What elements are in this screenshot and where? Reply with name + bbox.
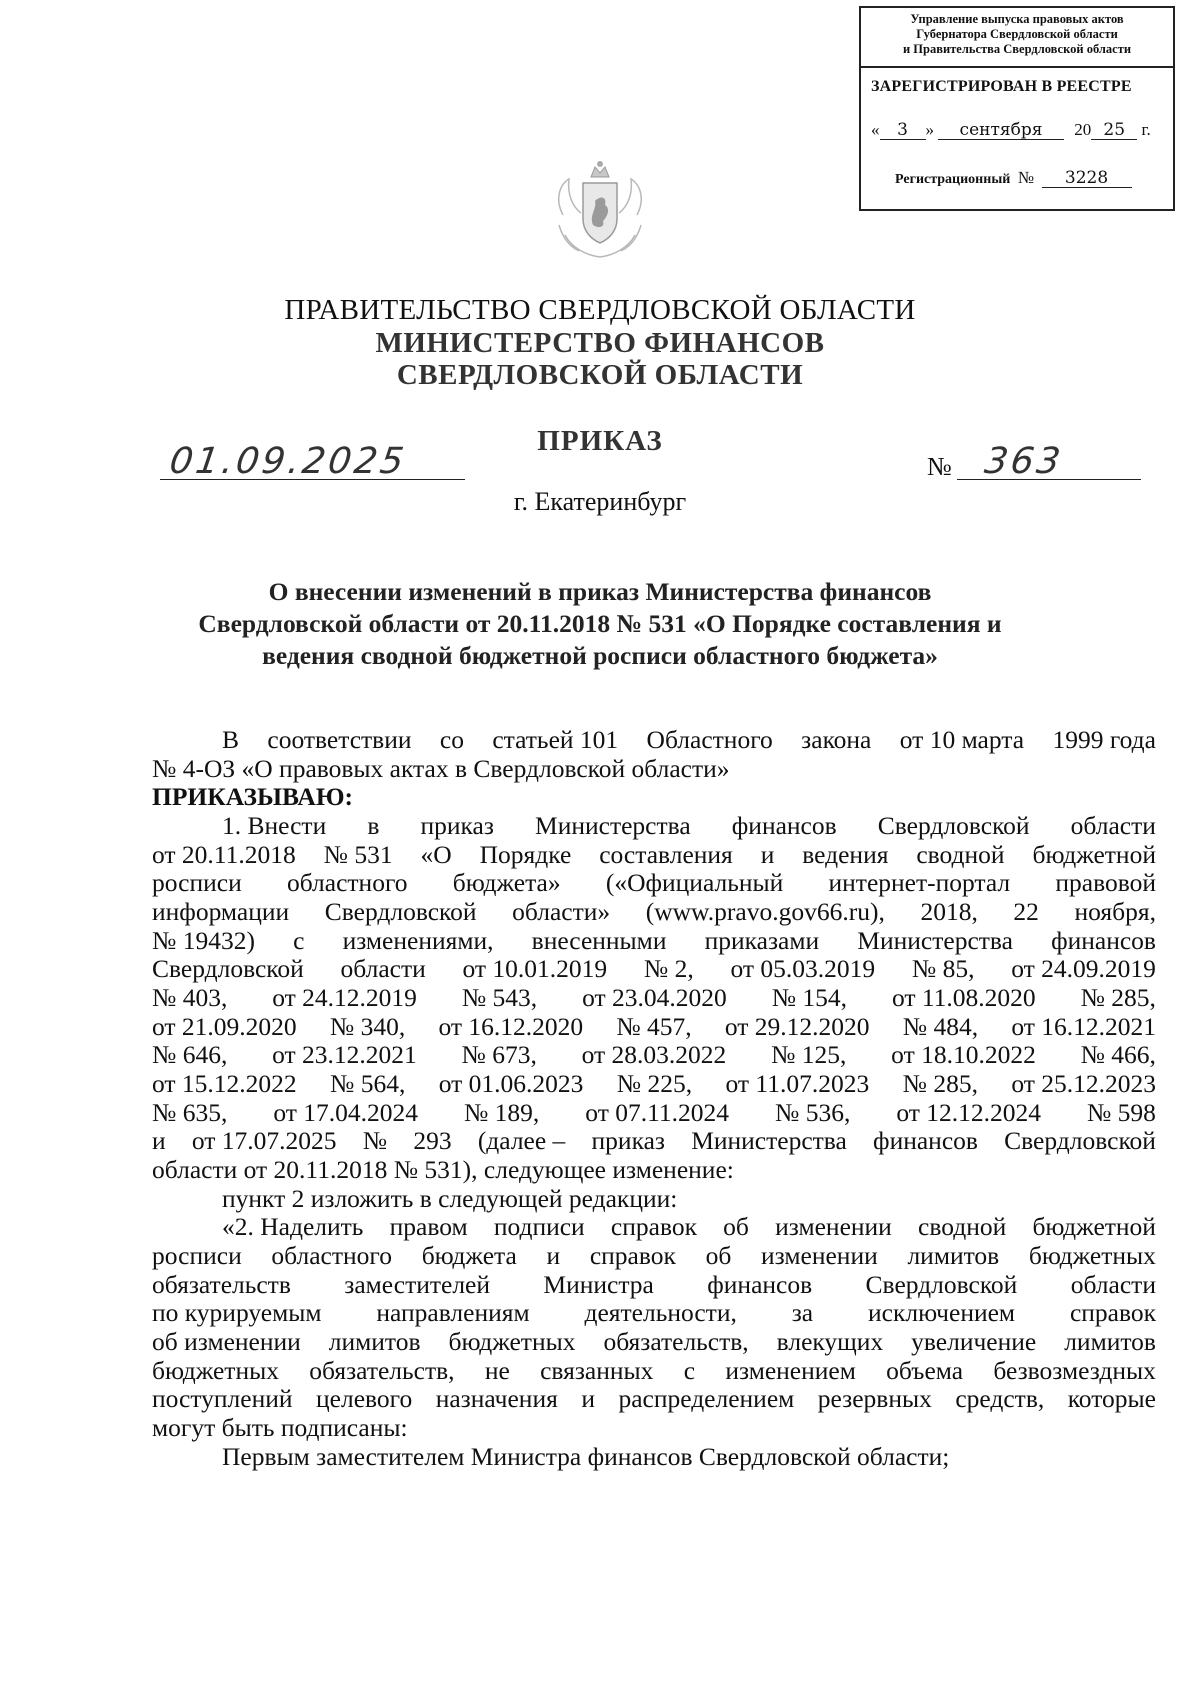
word: Свердловской: [877, 811, 1030, 840]
word: ведения: [802, 840, 889, 869]
word: от 05.03.2019: [730, 954, 876, 983]
body-line: [222, 812, 1156, 840]
word: № 635,: [152, 1098, 228, 1127]
word: области: [1070, 811, 1156, 840]
stamp-year-label: г.: [1141, 120, 1151, 139]
stamp-registered-label: ЗАРЕГИСТРИРОВАН В РЕЕСТРЕ: [871, 78, 1132, 95]
stamp-divider: [861, 66, 1173, 68]
word: со: [439, 725, 464, 754]
word: распределением: [618, 1384, 795, 1413]
word: правом: [389, 1212, 468, 1241]
word: и: [546, 1241, 561, 1270]
body-line: [152, 984, 1156, 1012]
order-directive: ПРИКАЗЫВАЮ:: [152, 782, 354, 811]
ministry-name-line1: МИНИСТЕРСТВО ФИНАНСОВ: [375, 327, 825, 359]
word: от 18.10.2022: [891, 1040, 1036, 1069]
word: не: [484, 1356, 510, 1385]
word: финансов: [1051, 926, 1156, 955]
word: от 11.07.2023: [725, 1069, 870, 1098]
stamp-header-line: Управление выпуска правовых актов: [910, 12, 1124, 26]
word: областного: [271, 1241, 392, 1270]
word: закона: [801, 725, 872, 754]
word: бюджета: [421, 1241, 517, 1270]
word: правовой: [1055, 868, 1156, 897]
word: изменении: [761, 1241, 878, 1270]
word: которые: [1067, 1384, 1156, 1413]
body-line: [152, 1242, 1156, 1270]
title-line: Свердловской области от 20.11.2018 № 531 «О Порядке составления и: [198, 609, 1002, 638]
registration-stamp: [859, 6, 1175, 211]
government-name: ПРАВИТЕЛЬСТВО СВЕРДЛОВСКОЙ ОБЛАСТИ: [284, 294, 916, 326]
body-line: пункт 2 изложить в следующей редакции:: [222, 1184, 678, 1213]
word: № 531: [323, 840, 393, 869]
word: от 21.09.2020: [152, 1012, 297, 1041]
word: связанных: [540, 1356, 654, 1385]
word: № 189,: [463, 1098, 540, 1127]
word: по курируемым: [152, 1298, 322, 1327]
order-title: [0, 576, 1200, 672]
word: № 564,: [330, 1069, 406, 1098]
word: составления: [599, 840, 733, 869]
word: от 24.12.2019: [272, 983, 417, 1012]
word: финансов: [707, 1270, 813, 1299]
word: № 2,: [643, 954, 694, 983]
word: бюджетных: [152, 1356, 279, 1385]
word: № 457,: [616, 1012, 692, 1041]
order-number-label: №: [927, 452, 952, 481]
order-date: 01.09.2025: [167, 441, 410, 482]
word: от 17.07.2025: [191, 1126, 337, 1155]
body-line: [152, 955, 1156, 983]
word: справок: [610, 1212, 697, 1241]
word: изменениями,: [342, 926, 494, 955]
word: 1999 года: [1052, 725, 1156, 754]
word: «2. Наделить: [222, 1212, 364, 1241]
word: обязательств,: [603, 1327, 749, 1356]
word: об: [723, 1212, 749, 1241]
word: (далее –: [477, 1126, 566, 1155]
word: от 10 марта: [899, 725, 1025, 754]
word: № 285,: [902, 1069, 978, 1098]
word: Министерства: [535, 811, 691, 840]
word: финансов: [873, 1126, 978, 1155]
word: от 12.12.2024: [896, 1098, 1041, 1127]
word: 22: [1013, 897, 1039, 926]
word: и: [152, 1126, 166, 1155]
word: приказ: [591, 1126, 665, 1155]
word: № 646,: [152, 1040, 228, 1069]
word: от 01.06.2023: [438, 1069, 584, 1098]
body-line: [152, 1357, 1156, 1385]
stamp-no-sign: №: [1017, 168, 1035, 187]
stamp-year-suffix: 25: [1091, 121, 1137, 140]
stamp-reg-number-row: [895, 168, 1132, 188]
stamp-reg-label: Регистрационный: [895, 172, 1011, 187]
word: № 285,: [1080, 983, 1156, 1012]
word: и: [760, 840, 775, 869]
word: от 11.08.2020: [891, 983, 1036, 1012]
word: объема: [886, 1356, 964, 1385]
word: от 24.09.2019: [1011, 954, 1156, 983]
word: от 20.11.2018: [152, 840, 296, 869]
word: об изменении: [152, 1327, 301, 1356]
body-line: [152, 1328, 1156, 1356]
word: № 536,: [775, 1098, 851, 1127]
body-line: [152, 1299, 1156, 1327]
word: бюджета»: [452, 868, 561, 897]
word: интернет-портал: [828, 868, 1011, 897]
word: справок: [1069, 1298, 1156, 1327]
word: средств,: [955, 1384, 1045, 1413]
word: ноября,: [1074, 897, 1156, 926]
order-number: 363: [982, 441, 1066, 482]
word: бюджетной: [1032, 1212, 1156, 1241]
word: увеличение: [911, 1327, 1037, 1356]
word: приказами: [704, 926, 820, 955]
word: № 125,: [771, 1040, 847, 1069]
word: области: [1070, 1270, 1156, 1299]
word: безвозмездных: [993, 1356, 1156, 1385]
word: Свердловской: [152, 954, 304, 983]
word: сводной: [916, 840, 1005, 869]
stamp-header: [861, 12, 1173, 57]
word: № 598: [1086, 1098, 1156, 1127]
title-line: ведения сводной бюджетной росписи областного бюджета»: [262, 641, 938, 670]
word: обязательств,: [309, 1356, 455, 1385]
word: от 17.04.2024: [273, 1098, 418, 1127]
word: № 154,: [771, 983, 848, 1012]
word: внесенными: [531, 926, 667, 955]
word: 2018,: [920, 897, 978, 926]
word: от 16.12.2021: [1011, 1012, 1156, 1041]
body-line: [152, 1385, 1156, 1413]
stamp-header-line: Губернатора Свердловской области: [916, 27, 1118, 41]
word: № 225,: [616, 1069, 693, 1098]
word: Порядке: [479, 840, 572, 869]
body-line: [152, 1041, 1156, 1069]
word: областного: [286, 868, 408, 897]
stamp-month: сентября: [938, 121, 1064, 140]
word: № 340,: [329, 1012, 406, 1041]
word: «О: [420, 840, 452, 869]
word: направлениям: [376, 1298, 530, 1327]
word: Министерства: [857, 926, 1013, 955]
city: г. Екатеринбург: [513, 487, 687, 516]
word: в: [367, 811, 380, 840]
word: № 85,: [911, 954, 975, 983]
word: бюджетной: [1032, 840, 1156, 869]
word: от 29.12.2020: [724, 1012, 870, 1041]
word: № 673,: [461, 1040, 537, 1069]
word: В: [222, 725, 240, 754]
word: целевого: [316, 1384, 413, 1413]
body-line: области от 20.11.2018 № 531), следующее изменение:: [152, 1155, 734, 1184]
word: области»: [512, 897, 611, 926]
word: исключением: [868, 1298, 1016, 1327]
word: об: [705, 1241, 732, 1270]
word: справок: [589, 1241, 676, 1270]
word: с: [293, 926, 305, 955]
ministry-name-line2: СВЕРДЛОВСКОЙ ОБЛАСТИ: [396, 359, 804, 391]
word: (www.pravo.gov66.ru),: [645, 897, 885, 926]
word: изменении: [775, 1212, 892, 1241]
word: заместителей: [344, 1270, 491, 1299]
body-line: [152, 841, 1156, 869]
document-type: ПРИКАЗ: [537, 425, 663, 457]
word: с: [683, 1356, 696, 1385]
word: №: [362, 1126, 388, 1155]
stamp-date: [871, 120, 1151, 140]
word: («Официальный: [605, 868, 784, 897]
word: бюджетных: [448, 1327, 576, 1356]
word: от 16.12.2020: [438, 1012, 584, 1041]
word: от 25.12.2023: [1011, 1069, 1156, 1098]
word: № 543,: [461, 983, 538, 1012]
word: назначения: [435, 1384, 558, 1413]
body-line: [152, 869, 1156, 897]
word: от 15.12.2022: [152, 1069, 297, 1098]
word: Свердловской: [1004, 1126, 1156, 1155]
word: бюджетных: [1028, 1241, 1156, 1270]
word: сводной: [918, 1212, 1007, 1241]
stamp-year-prefix: 20: [1074, 120, 1092, 139]
stamp-quote-open: «: [871, 120, 880, 139]
word: изменением: [725, 1356, 856, 1385]
word: Свердловской: [324, 897, 477, 926]
word: № 484,: [902, 1012, 979, 1041]
word: от 23.12.2021: [272, 1040, 417, 1069]
body-line: [152, 1013, 1156, 1041]
body-line: [152, 1271, 1156, 1299]
title-line: О внесении изменений в приказ Министерства финансов: [268, 577, 932, 606]
word: подписи: [493, 1212, 585, 1241]
body-line: [152, 1127, 1156, 1155]
word: обязательств: [152, 1270, 291, 1299]
body-line: [222, 1213, 1156, 1241]
word: 293: [413, 1126, 452, 1155]
body-line: [222, 726, 1156, 754]
body-line: № 4-ОЗ «О правовых актах в Свердловской области»: [152, 754, 730, 783]
word: соответствии: [267, 725, 412, 754]
word: № 403,: [152, 983, 228, 1012]
word: Министерства: [691, 1126, 847, 1155]
word: Областного: [646, 725, 773, 754]
body-line: могут быть подписаны:: [152, 1413, 408, 1442]
word: за: [791, 1298, 814, 1327]
body-line: [152, 927, 1156, 955]
word: от 10.01.2019: [462, 954, 608, 983]
word: деятельности,: [584, 1298, 737, 1327]
word: и: [581, 1384, 595, 1413]
word: влекущих: [776, 1327, 884, 1356]
word: Свердловской: [865, 1270, 1018, 1299]
word: от 23.04.2020: [582, 983, 727, 1012]
word: № 466,: [1080, 1040, 1156, 1069]
word: от 28.03.2022: [581, 1040, 727, 1069]
coat-of-arms-emblem: [545, 155, 655, 265]
word: лимитов: [328, 1327, 421, 1356]
word: 1. Внести: [222, 811, 327, 840]
word: информации: [152, 897, 290, 926]
body-line: [152, 898, 1156, 926]
body-line: [152, 1070, 1156, 1098]
stamp-reg-number: 3228: [1042, 169, 1132, 188]
word: росписи: [152, 868, 242, 897]
word: лимитов: [907, 1241, 1000, 1270]
body-line: [152, 1099, 1156, 1127]
word: приказ: [420, 811, 494, 840]
stamp-quote-close: »: [925, 120, 934, 139]
word: финансов: [731, 811, 837, 840]
word: статьей 101: [492, 725, 619, 754]
word: области: [340, 954, 426, 983]
word: лимитов: [1064, 1327, 1156, 1356]
body-line: Первым заместителем Министра финансов Свердловской области;: [222, 1442, 950, 1471]
word: поступлений: [152, 1384, 293, 1413]
stamp-header-line: и Правительства Свердловской области: [902, 42, 1132, 56]
word: от 07.11.2024: [585, 1098, 730, 1127]
stamp-day: 3: [880, 121, 926, 140]
word: росписи: [152, 1241, 242, 1270]
word: № 19432): [152, 926, 255, 955]
word: резервных: [817, 1384, 932, 1413]
word: Министра: [543, 1270, 654, 1299]
